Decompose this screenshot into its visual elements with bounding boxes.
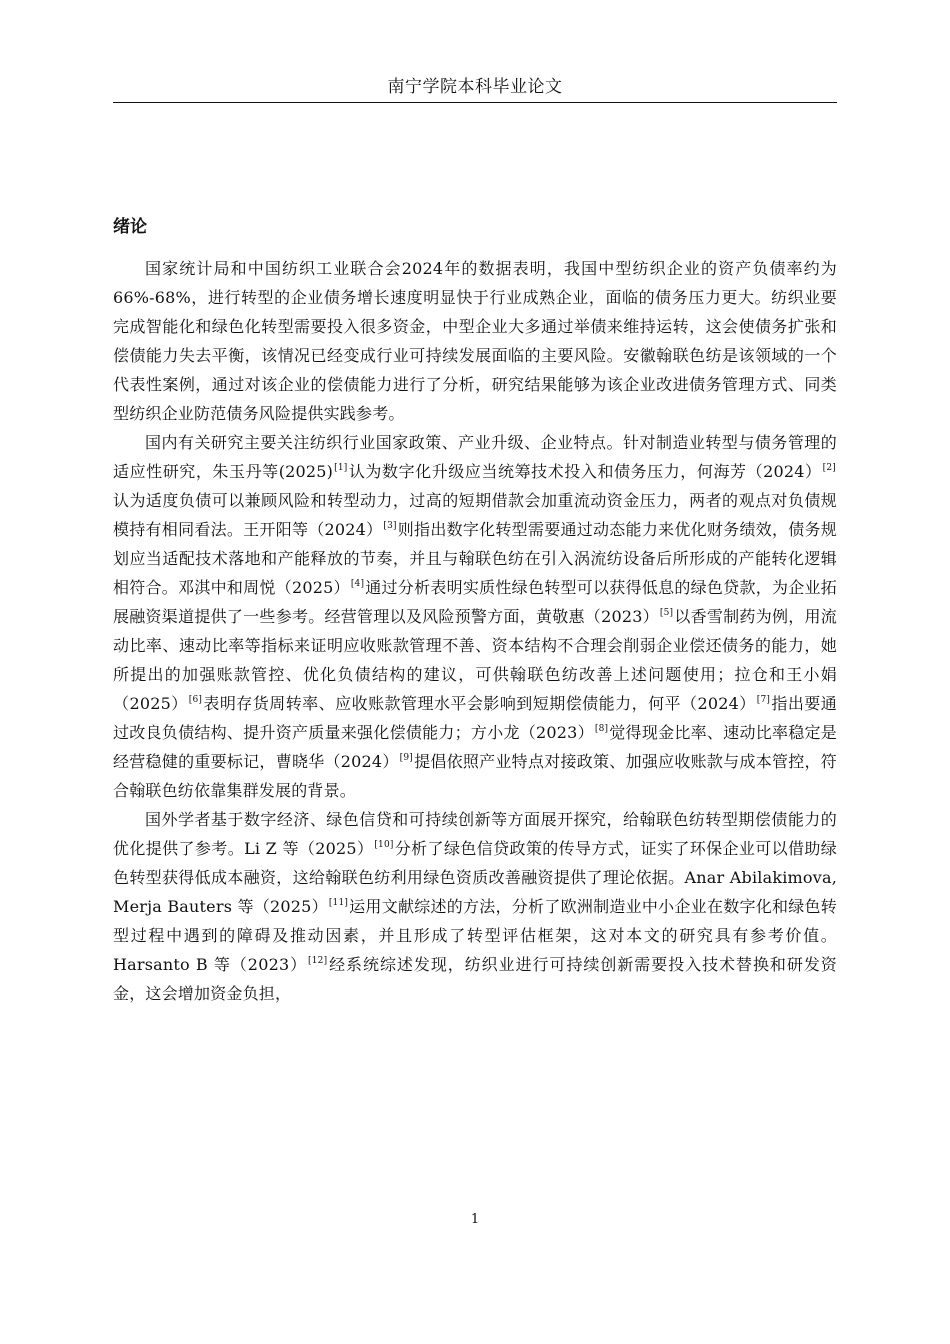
citation-marker: [9] — [399, 753, 413, 763]
paragraph-text: 分析了绿色信贷政策的传导方式，证实了环保企业可以借助绿色转型获得低成本融资，这给翰联色纺利用绿色资质改善融资提供了理论依据。Anar Abilakimova, Merja Bauters 等（2025） — [113, 839, 837, 916]
citation-marker: [4] — [350, 579, 365, 589]
citation-marker: [10] — [374, 840, 394, 850]
paragraph-text: 经系统综述发现，纺织业进行可持续创新需要投入技术替换和研发资金，这会增加资金负担， — [113, 955, 837, 1003]
paragraph — [113, 428, 837, 805]
body-text — [113, 254, 837, 1008]
paragraph — [113, 805, 837, 1008]
running-header: 南宁学院本科毕业论文 — [387, 77, 563, 97]
citation-marker: [7] — [756, 695, 771, 705]
paragraph-text: 国内有关研究主要关注纺织行业国家政策、产业升级、企业特点。针对制造业转型与债务管理的适应性研究，朱玉丹等(2025) — [113, 433, 837, 481]
paragraph-text: 表明存货周转率、应收账款管理水平会影响到短期偿债能力，何平（2024） — [203, 694, 756, 713]
citation-marker: [11] — [328, 898, 349, 908]
citation-marker: [3] — [383, 521, 397, 531]
paragraph-text: 通过分析表明实质性绿色转型可以获得低息的绿色贷款，为企业拓展融资渠道提供了一些参考。经营管理以及风险预警方面，黄敬惠（2023） — [113, 578, 837, 626]
paragraph-text: 提倡依照产业特点对接政策、加强应收账款与成本管控，符合翰联色纺依靠集群发展的背景。 — [113, 752, 838, 800]
paragraph-text: 国外学者基于数字经济、绿色信贷和可持续创新等方面展开探究，给翰联色纺转型期偿债能力的优化提供了参考。Li Z 等（2025） — [113, 810, 837, 858]
paragraph-text: 运用文献综述的方法，分析了欧洲制造业中小企业在数字化和绿色转型过程中遇到的障碍及推动因素，并且形成了转型评估框架，这对本文的研究具有参考价值。Harsanto B 等（2023） — [113, 897, 837, 974]
citation-marker: [8] — [594, 724, 609, 734]
header-rule — [113, 102, 837, 103]
section-heading: 绪论 — [113, 217, 147, 237]
citation-marker: [5] — [659, 608, 674, 618]
paragraph-text: 认为数字化升级应当统筹技术投入和债务压力，何海芳（2024） — [348, 462, 822, 481]
paragraph-text: 觉得现金比率、速动比率稳定是经营稳健的重要标记，曹晓华（2024） — [113, 723, 837, 771]
citation-marker: [12] — [308, 956, 328, 966]
paragraph-text: 以香雪制药为例，用流动比率、速动比率等指标来证明应收账款管理不善、资本结构不合理会削弱企业偿还债务的能力，她所提出的加强账款管控、优化负债结构的建议，可供翰联色纺改善上述问题使用；拉仓和王小娟（2025） — [113, 607, 837, 713]
page-number: 1 — [470, 1212, 480, 1227]
paragraph-text: 国家统计局和中国纺织工业联合会2024年的数据表明，我国中型纺织企业的资产负债率约为66%-68%，进行转型的企业债务增长速度明显快于行业成熟企业，面临的债务压力更大。纺织业要完成智能化和绿色化转型需要投入很多资金，中型企业大多通过举债来维持运转，这会使债务扩张和偿债能力失去平衡，该情况已经变成行业可持续发展面临的主要风险。安徽翰联色纺是该领域的一个代表性案例，通过对该企业的偿债能力进行了分析，研究结果能够为该企业改进债务管理方式、同类型纺织企业防范债务风险提供实践参考。 — [113, 259, 837, 423]
citation-marker: [2] — [822, 463, 836, 473]
paragraph-text: 认为适度负债可以兼顾风险和转型动力，过高的短期借款会加重流动资金压力，两者的观点对负债规模持有相同看法。王开阳等（2024） — [113, 491, 837, 539]
citation-marker: [6] — [188, 695, 203, 705]
paragraph-text: 指出要通过改良负债结构、提升资产质量来强化偿债能力；方小龙（2023） — [113, 694, 837, 742]
citation-marker: [1] — [334, 463, 348, 473]
paragraph-text: 则指出数字化转型需要通过动态能力来优化财务绩效，债务规划应当适配技术落地和产能释放的节奏，并且与翰联色纺在引入涡流纺设备后所形成的产能转化逻辑相符合。邓淇中和周悦（2025） — [113, 520, 837, 597]
paragraph — [113, 254, 837, 428]
